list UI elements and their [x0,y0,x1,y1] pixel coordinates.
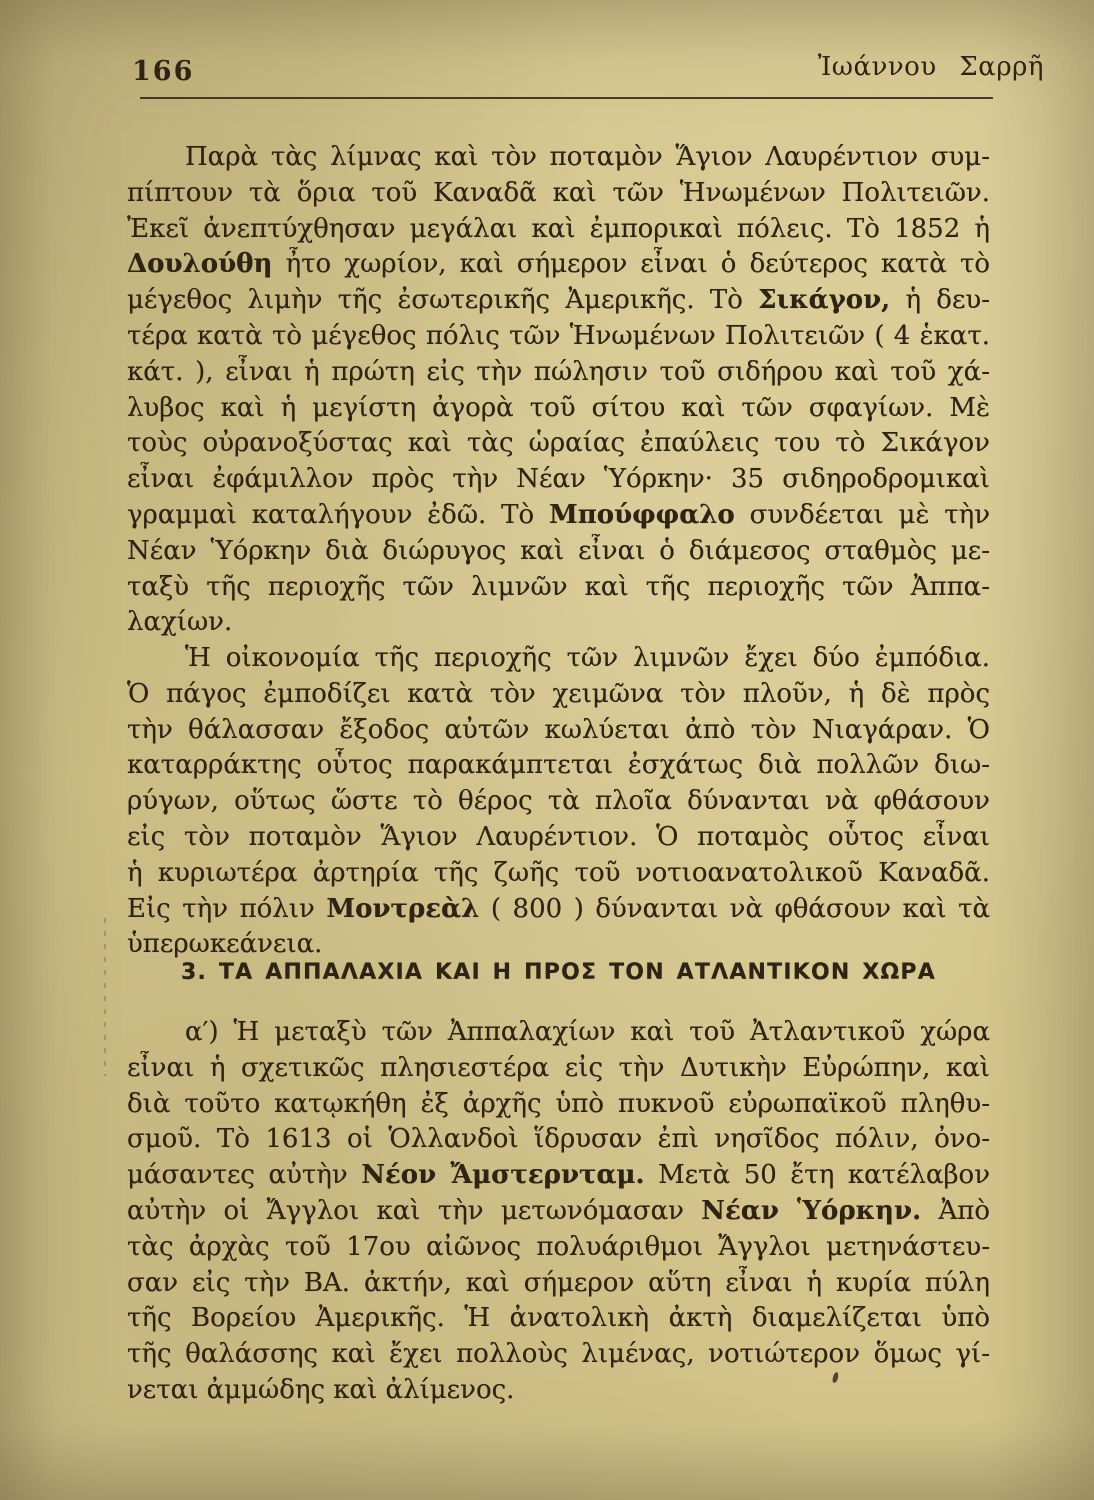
text-line [127,1337,990,1373]
text-line [127,140,990,176]
section-heading: 3. ΤΑ ΑΠΠΑΛΑΧΙΑ ΚΑΙ Η ΠΡΟΣ ΤΟΝ ΑΤΛΑΝΤΙΚΟΝ ΧΩΡΑ [180,960,936,985]
paragraph-lakes-border [127,140,990,641]
text-segment: σαν εἰς τὴν ΒΑ. ἀκτήν, καὶ σήμερον αὕτη εἶναι ἡ κυρία πύλη [127,1267,990,1298]
text-line [127,247,990,283]
text-line [127,570,990,606]
header-divider [140,97,993,99]
text-line [127,1230,990,1266]
scan-fold-artifact [104,918,106,1076]
text-segment: σμοῦ. Τὸ 1613 οἱ Ὁλλανδοὶ ἵδρυσαν ἐπὶ νησῖδος πόλιν, ὀνο- [127,1124,990,1155]
text-segment: εἰς τὸν ποταμὸν Ἅγιον Λαυρέντιον. Ὁ ποταμὸς οὗτος εἶναι [127,821,990,852]
paragraph-appalachia-atlantic [127,1015,990,1409]
text-line [127,605,990,641]
bold-term: Νέαν Ὑόρκην. [701,1195,922,1226]
text-segment: Νέαν Ὑόρκην διὰ διώρυγος καὶ εἶναι ὁ διάμεσος σταθμὸς με- [127,535,990,566]
text-segment: κάτ. ), εἶναι ἡ πρώτη εἰς τὴν πώλησιν τοῦ σιδήρου καὶ τοῦ χά- [127,356,990,387]
running-head: Ἰωάννου Σαρρῆ [817,52,1044,82]
text-line [127,1301,990,1337]
text-segment: αὐτὴν οἱ Ἄγγλοι καὶ τὴν μετωνόμασαν [127,1195,702,1226]
text-line [127,748,990,784]
text-segment: εἶναι ἡ σχετικῶς πλησιεστέρα εἰς τὴν Δυτικὴν Εὐρώπην, καὶ [127,1052,990,1083]
text-segment: ἦτο χωρίον, καὶ σήμερον εἶναι ὁ δεύτερος κατὰ τὸ [272,249,990,280]
text-segment: ἡ κυριωτέρα ἀρτηρία τῆς ζωῆς τοῦ νοτιοανατολικοῦ Καναδᾶ. [127,857,990,888]
text-segment: ρύγων, οὕτως ὥστε τὸ θέρος τὰ πλοῖα δύνανται νὰ φθάσουν [127,786,990,817]
text-line [127,856,990,892]
text-segment: τέρα κατὰ τὸ μέγεθος πόλις τῶν Ἡνωμένων Πολιτειῶν ( 4 ἑκατ. [127,320,990,351]
text-segment: Ἐκεῖ ἀνεπτύχθησαν μεγάλαι καὶ ἐμπορικαὶ πόλεις. Τὸ 1852 ἡ [127,213,990,244]
text-segment: τὴν θάλασσαν ἔξοδος αὐτῶν κωλύεται ἀπὸ τὸν Νιαγάραν. Ὁ [127,714,990,745]
paragraph-lakes-economy [127,641,990,963]
text-segment: ταξὺ τῆς περιοχῆς τῶν λιμνῶν καὶ τῆς περιοχῆς τῶν Ἀππα- [127,571,990,602]
text-segment: μάσαντες αὐτὴν [127,1160,362,1191]
text-line [127,534,990,570]
text-line [127,1122,990,1158]
text-segment: πίπτουν τὰ ὅρια τοῦ Καναδᾶ καὶ τῶν Ἡνωμένων Πολιτειῶν. [127,177,990,208]
bold-term: Δουλούθη [127,249,273,280]
text-segment: ( 800 ) δύνανται νὰ φθάσουν καὶ τὰ [479,893,990,924]
text-line [127,176,990,212]
text-line [127,319,990,355]
text-segment: εἶναι ἐφάμιλλον πρὸς τὴν Νέαν Ὑόρκην· 35 σιδηροδρομικαὶ [127,464,990,495]
text-segment: διὰ τοῦτο κατῳκήθη ἐξ ἀρχῆς ὑπὸ πυκνοῦ εὐρωπαϊκοῦ πληθυ- [127,1088,990,1119]
text-segment: λαχίων. [127,607,233,638]
text-line [127,713,990,749]
text-segment: Ἡ οἰκονομία τῆς περιοχῆς τῶν λιμνῶν ἔχει δύο ἐμπόδια. [185,643,990,673]
text-segment: Ὁ πάγος ἐμποδίζει κατὰ τὸν χειμῶνα τὸν πλοῦν, ἡ δὲ πρὸς [127,678,990,709]
text-line [127,1051,990,1087]
text-line [127,498,990,534]
bold-term: Μπούφφαλο [548,499,735,530]
text-line [127,283,990,319]
text-segment: τοὺς οὐρανοξύστας καὶ τὰς ὡραίας ἐπαύλεις του τὸ Σικάγον [127,428,990,459]
text-segment: α′) Ἡ μεταξὺ τῶν Ἀππαλαχίων καὶ τοῦ Ἀτλαντικοῦ χώρα [185,1017,990,1047]
text-line [127,677,990,713]
text-segment: Εἰς τὴν πόλιν [127,893,327,924]
text-line [127,1015,990,1051]
text-line [127,641,990,677]
text-segment: τῆς Βορείου Ἀμερικῆς. Ἡ ἀνατολικὴ ἀκτὴ διαμελίζεται ὑπὸ [127,1303,990,1334]
text-segment: τῆς θαλάσσης καὶ ἔχει πολλοὺς λιμένας, νοτιώτερον ὅμως γί- [127,1339,990,1370]
text-line [127,1373,990,1409]
bold-term: Νέον Ἄμστερνταμ. [361,1160,645,1191]
text-line [127,212,990,248]
text-line [127,1194,990,1230]
text-segment: συνδέεται μὲ τὴν [734,499,990,530]
text-segment: λυβος καὶ ἡ μεγίστη ἀγορὰ τοῦ σίτου καὶ τῶν σφαγίων. Μὲ [127,392,990,423]
text-segment: Μετὰ 50 ἔτη κατέλαβον [644,1160,990,1191]
text-segment: ἡ δευ- [890,285,990,316]
text-line [127,892,990,928]
text-line [127,391,990,427]
bold-term: Μοντρεὰλ [326,893,480,924]
text-line [127,462,990,498]
text-line [127,1266,990,1302]
text-segment: καταρράκτης οὗτος παρακάμπτεται ἐσχάτως διὰ πολλῶν διω- [127,750,990,781]
text-line [127,784,990,820]
text-segment: Παρὰ τὰς λίμνας καὶ τὸν ποταμὸν Ἅγιον Λαυρέντιον συμ- [185,142,990,172]
text-line [127,820,990,856]
text-line [127,1158,990,1194]
bold-term: Σικάγον, [758,285,891,316]
text-segment: νεται ἀμμώδης καὶ ἀλίμενος. [127,1374,515,1405]
text-segment: ὑπερωκεάνεια. [127,929,323,960]
page-number: 166 [132,56,195,87]
text-segment: Ἀπὸ [921,1195,990,1226]
text-segment: μέγεθος λιμὴν τῆς ἐσωτερικῆς Ἀμερικῆς. Τὸ [127,285,759,316]
text-line [127,1087,990,1123]
text-segment: γραμμαὶ καταλήγουν ἐδῶ. Τὸ [127,499,549,530]
text-line [127,426,990,462]
text-segment: τὰς ἀρχὰς τοῦ 17ου αἰῶνος πολυάριθμοι Ἄγγλοι μετηνάστευ- [127,1231,990,1262]
text-line [127,355,990,391]
